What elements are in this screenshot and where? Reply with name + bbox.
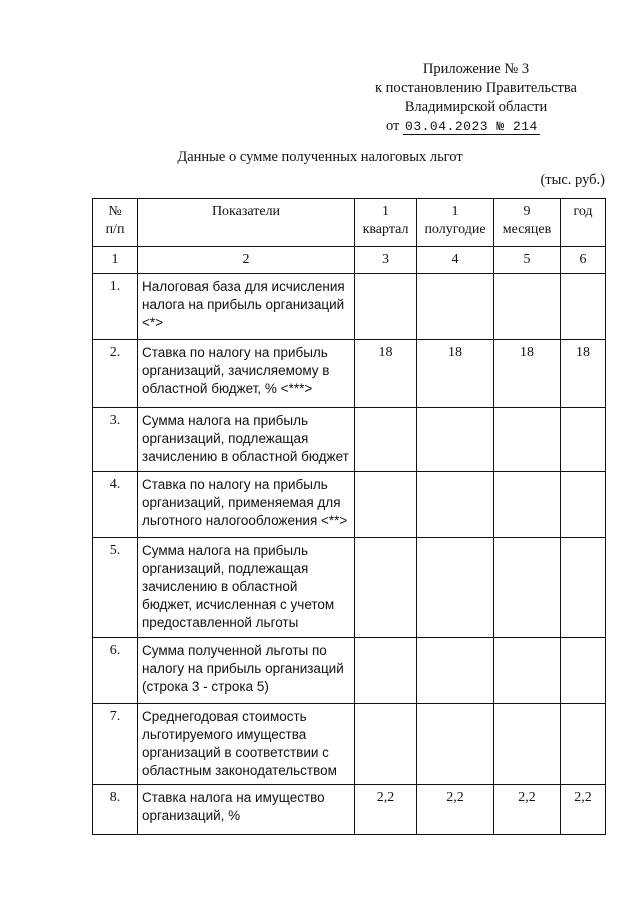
- cell-year: [561, 638, 606, 704]
- row-number: 7.: [93, 704, 138, 785]
- row-indicator: Сумма налога на прибыль организаций, подлежащая зачислению в областной бюджет, исчисленная с учетом предоставленной льготы: [138, 538, 355, 638]
- cell-m9: [494, 408, 561, 472]
- row-number: 8.: [93, 785, 138, 835]
- cell-m9: 18: [494, 340, 561, 408]
- row-indicator: Сумма налога на прибыль организаций, подлежащая зачислению в областной бюджет: [138, 408, 355, 472]
- header-h1: 1 полугодие: [417, 199, 494, 247]
- table-row: [93, 704, 606, 785]
- cell-h1: [417, 704, 494, 785]
- row-number: 6.: [93, 638, 138, 704]
- row-number: 2.: [93, 340, 138, 408]
- header-year: год: [561, 199, 606, 247]
- row-number: 4.: [93, 472, 138, 538]
- table-row: [93, 274, 606, 340]
- cell-h1: 18: [417, 340, 494, 408]
- header-no: № п/п: [93, 199, 138, 247]
- cell-m9: [494, 638, 561, 704]
- column-number: 3: [355, 247, 417, 274]
- table-row: [93, 638, 606, 704]
- table-row: [93, 472, 606, 538]
- cell-year: 18: [561, 340, 606, 408]
- cell-q1: 2,2: [355, 785, 417, 835]
- column-number: 5: [494, 247, 561, 274]
- row-indicator: Сумма полученной льготы по налогу на прибыль организаций (строка 3 - строка 5): [138, 638, 355, 704]
- cell-m9: [494, 538, 561, 638]
- cell-h1: [417, 538, 494, 638]
- cell-m9: [494, 274, 561, 340]
- row-indicator: Ставка по налогу на прибыль организаций, применяемая для льготного налогообложения <**>: [138, 472, 355, 538]
- annex-region: Владимирской области: [404, 99, 548, 115]
- annex-date-line: [360, 117, 592, 136]
- table-row: [93, 408, 606, 472]
- cell-year: [561, 472, 606, 538]
- cell-year: [561, 408, 606, 472]
- table-row: [93, 538, 606, 638]
- cell-h1: [417, 274, 494, 340]
- row-indicator: Налоговая база для исчисления налога на прибыль организаций <*>: [138, 274, 355, 340]
- cell-m9: [494, 704, 561, 785]
- cell-q1: 18: [355, 340, 417, 408]
- row-number: 5.: [93, 538, 138, 638]
- cell-q1: [355, 408, 417, 472]
- row-number: 3.: [93, 408, 138, 472]
- cell-q1: [355, 538, 417, 638]
- document-title: Данные о сумме полученных налоговых льгот: [177, 149, 463, 165]
- column-number: 6: [561, 247, 606, 274]
- cell-year: [561, 704, 606, 785]
- column-number: 4: [417, 247, 494, 274]
- cell-m9: 2,2: [494, 785, 561, 835]
- cell-q1: [355, 472, 417, 538]
- cell-m9: [494, 472, 561, 538]
- annex-resolution: к постановлению Правительства: [375, 80, 577, 96]
- cell-q1: [355, 274, 417, 340]
- cell-q1: [355, 638, 417, 704]
- cell-year: [561, 274, 606, 340]
- table-row: [93, 340, 606, 408]
- row-number: 1.: [93, 274, 138, 340]
- annex-header: [360, 60, 592, 136]
- column-number: 1: [93, 247, 138, 274]
- cell-q1: [355, 704, 417, 785]
- column-number: 2: [138, 247, 355, 274]
- cell-year: [561, 538, 606, 638]
- table-row: [93, 785, 606, 835]
- header-indicators: Показатели: [138, 199, 355, 247]
- date-prefix: от: [386, 118, 400, 134]
- cell-h1: [417, 638, 494, 704]
- cell-h1: [417, 408, 494, 472]
- annex-title: Приложение № 3: [422, 61, 530, 77]
- date-value: 03.04.2023 № 214: [405, 119, 538, 134]
- header-m9: 9 месяцев: [494, 199, 561, 247]
- cell-year: 2,2: [561, 785, 606, 835]
- cell-h1: [417, 472, 494, 538]
- cell-h1: 2,2: [417, 785, 494, 835]
- tax-benefit-table: [92, 198, 606, 835]
- row-indicator: Ставка по налогу на прибыль организаций, зачисляемому в областной бюджет, % <***>: [138, 340, 355, 408]
- row-indicator: Среднегодовая стоимость льготируемого имущества организаций в соответствии с областным законодательством: [138, 704, 355, 785]
- header-q1: 1 квартал: [355, 199, 417, 247]
- column-number-row: [93, 247, 606, 274]
- row-indicator: Ставка налога на имущество организаций, %: [138, 785, 355, 835]
- unit-label: (тыс. руб.): [540, 172, 605, 188]
